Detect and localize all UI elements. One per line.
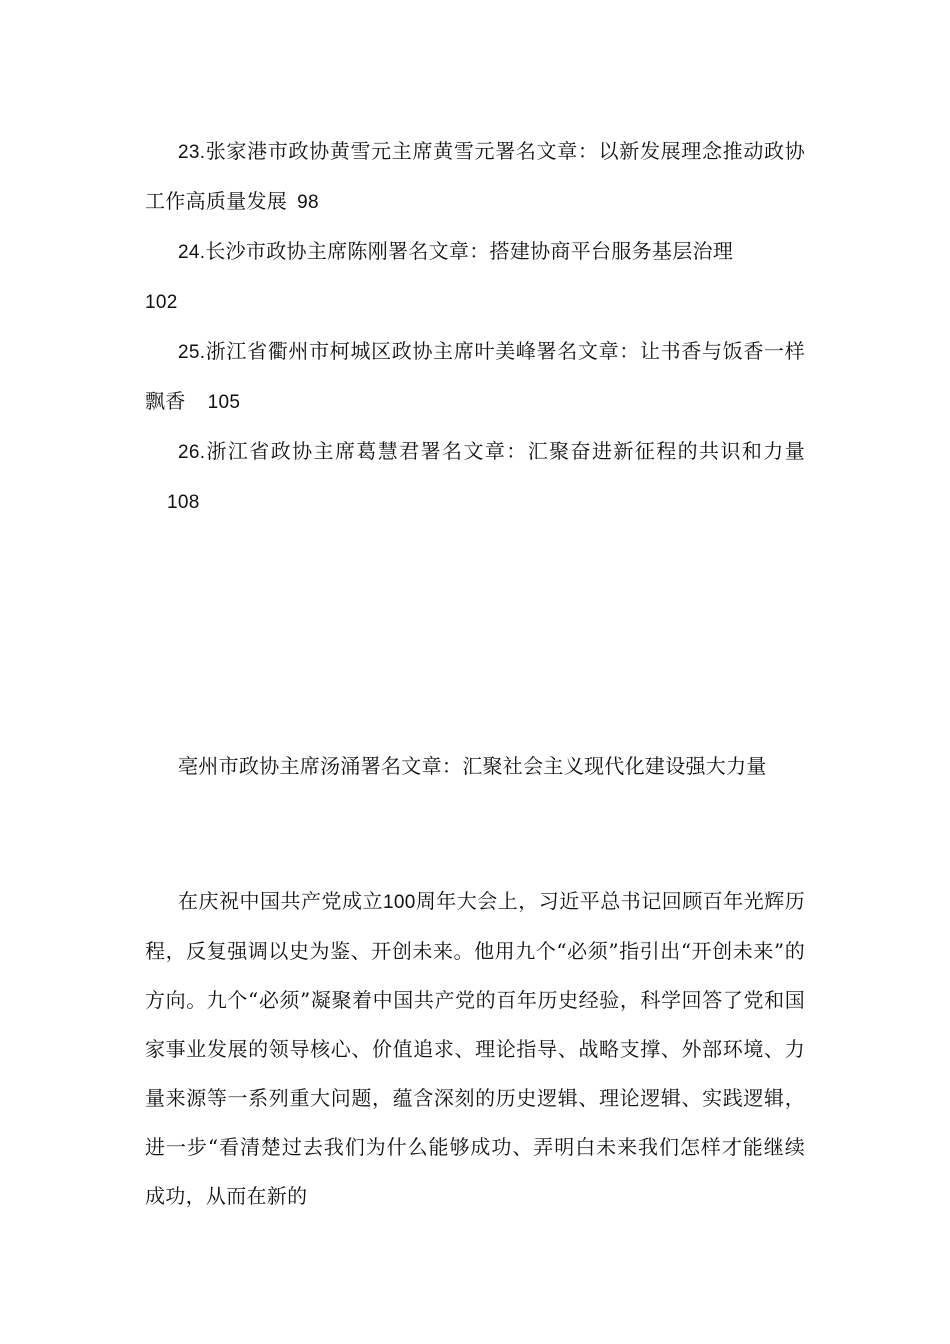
toc-item-25[interactable] [145, 327, 805, 427]
toc-item-number: 24. [178, 242, 206, 263]
toc-item-number: 23. [178, 142, 206, 163]
toc-item-title: 浙江省衢州市柯城区政协主席叶美峰署名文章：让书香与饭香一样飘香 [145, 339, 805, 413]
paragraph-text: 周年大会上，习近平总书记回顾百年光辉历程，反复强调以史为鉴、开创未来。他用九个“必须”指引出“开创未来”的方向。九个“必须”凝聚着中国共产党的百年历史经验，科学回答了党和国家事业发展的领导核心、价值追求、理论指导、战略支撑、外部环境、力量来源等一系列重大问题，蕴含深刻的历史逻辑、理论逻辑、实践逻辑，进一步“看清楚过去我们为什么能够成功、弄明白未来我们怎样才能继续成功，从而在新的 [145, 889, 806, 1208]
article-paragraph [145, 877, 805, 1221]
table-of-contents [145, 127, 805, 527]
paragraph-number: 100 [382, 892, 416, 913]
toc-item-title: 浙江省政协主席葛慧君署名文章：汇聚奋进新征程的共识和力量 [205, 439, 805, 463]
paragraph-text: 在庆祝中国共产党成立 [178, 889, 383, 913]
article-title: 亳州市政协主席汤涌署名文章：汇聚社会主义现代化建设强大力量 [178, 754, 767, 778]
toc-item-number: 26. [178, 442, 206, 463]
toc-item-page: 98 [297, 192, 319, 213]
toc-item-page: 102 [145, 292, 178, 313]
toc-item-26[interactable] [145, 427, 805, 527]
toc-item-23[interactable] [145, 127, 805, 227]
toc-item-page: 108 [167, 492, 200, 513]
toc-item-page: 105 [207, 392, 241, 413]
toc-item-number: 25. [178, 342, 206, 363]
toc-item-title: 张家港市政协黄雪元主席黄雪元署名文章：以新发展理念推动政协工作高质量发展 [145, 139, 805, 213]
toc-item-title: 长沙市政协主席陈刚署名文章：搭建协商平台服务基层治理 [205, 239, 734, 263]
toc-item-24[interactable] [145, 227, 805, 327]
